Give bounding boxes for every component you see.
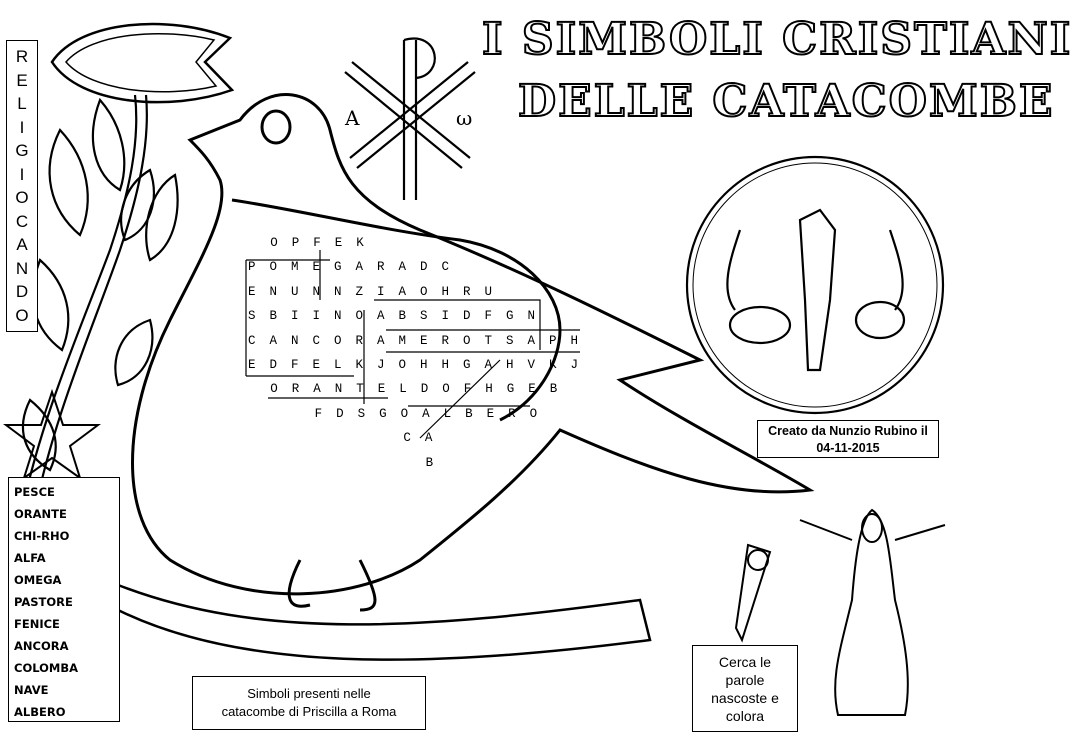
word-list-item: ALFA: [14, 551, 46, 565]
instruction-line: colora: [725, 707, 765, 724]
word-list-item: PASTORE: [14, 595, 73, 609]
puzzle-row: ENUNNZIAOHRU: [248, 284, 507, 299]
vertical-letter: I: [19, 117, 25, 137]
vertical-letter: N: [15, 258, 29, 278]
page-title-line-1: I SIMBOLI CRISTIANI: [482, 14, 1072, 65]
word-list-item: ALBERO: [14, 705, 66, 719]
caption-line-1: Simboli presenti nelle: [247, 686, 371, 701]
word-list: [8, 477, 120, 722]
word-list-item: PESCE: [14, 485, 55, 499]
puzzle-row: CANCORAMEROTSAPH: [248, 333, 593, 348]
word-list-item: ORANTE: [14, 507, 67, 521]
puzzle-row: B: [425, 455, 448, 470]
vertical-letter: G: [15, 141, 29, 161]
catacomb-caption: [192, 676, 426, 730]
vertical-letter: O: [15, 305, 29, 325]
creator-line-1: Creato da Nunzio Rubino il: [768, 424, 928, 438]
instruction-line: nascoste e: [711, 689, 779, 706]
vertical-letter: E: [16, 70, 28, 90]
puzzle-row: POMEGARADC: [248, 260, 464, 275]
omega-letter: ω: [456, 106, 473, 130]
caption-line-2: catacombe di Priscilla a Roma: [221, 704, 397, 719]
alpha-letter: A: [345, 106, 360, 130]
fish-icon: [52, 24, 232, 102]
instruction-line: parole: [725, 671, 765, 688]
vertical-letter: O: [15, 188, 29, 208]
puzzle-row: OPFEK: [270, 236, 378, 250]
vertical-letter: R: [15, 47, 29, 67]
orante-figure-icon: [800, 510, 945, 715]
word-list-item: OMEGA: [14, 573, 62, 587]
word-list-item: ANCORA: [14, 639, 69, 653]
puzzle-row: SBIINOABSIDFGN: [248, 309, 550, 324]
vertical-letter: A: [16, 235, 28, 255]
perch-branch-icon: [118, 585, 650, 660]
word-list-item: CHI-RHO: [14, 529, 70, 543]
creator-date: 04-11-2015: [816, 441, 880, 455]
religiocando-vertical-label: [6, 40, 38, 332]
instruction-line: Cerca le: [718, 653, 772, 670]
instruction-box: [692, 645, 798, 732]
word-list-item: FENICE: [14, 617, 60, 631]
vertical-letter: I: [19, 164, 25, 184]
vertical-letter: L: [17, 94, 27, 114]
olive-branch-icon: [20, 95, 178, 520]
vertical-letter: D: [15, 282, 29, 302]
creator-credit: [757, 420, 939, 458]
pencil-mascot-icon: [736, 545, 770, 640]
page-title-line-2: DELLE CATACOMBE: [518, 76, 1055, 127]
good-shepherd-medallion-icon: [687, 157, 943, 413]
puzzle-row: FDSGOALBERO: [314, 406, 552, 421]
puzzle-row: ORANTELDOFHGEB: [270, 382, 572, 397]
vertical-letter: C: [15, 211, 29, 231]
puzzle-row: CA: [403, 431, 447, 446]
word-list-item: NAVE: [14, 683, 49, 697]
puzzle-row: EDFELKJOHHGAHVKJ: [248, 358, 593, 372]
word-list-item: COLOMBA: [14, 661, 79, 675]
